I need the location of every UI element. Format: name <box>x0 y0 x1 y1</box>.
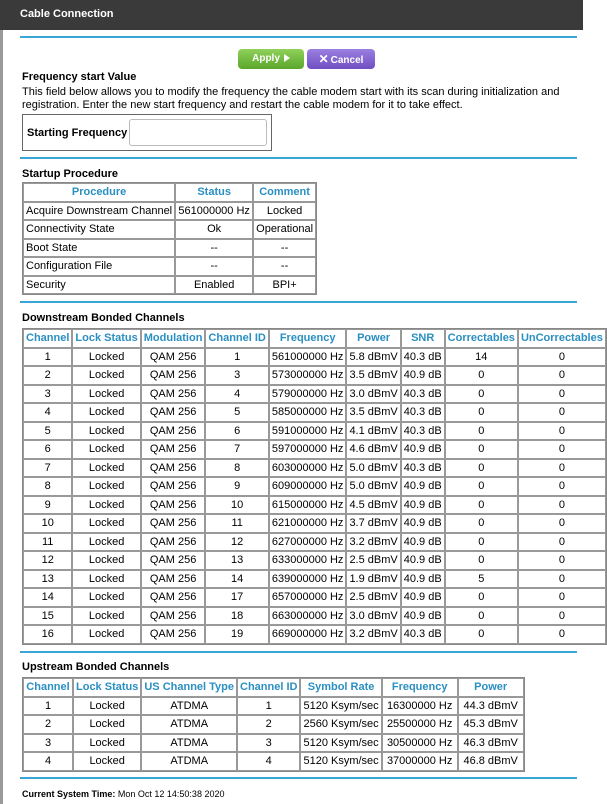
table-cell: Locked <box>72 477 140 496</box>
table-cell: 591000000 Hz <box>269 422 347 441</box>
table-cell: Boot State <box>23 239 175 258</box>
table-cell: 3.7 dBmV <box>346 514 400 533</box>
column-header: SNR <box>401 329 445 348</box>
column-header: Symbol Rate <box>300 678 381 697</box>
table-cell: 18 <box>205 607 268 626</box>
table-cell: 669000000 Hz <box>269 625 347 644</box>
table-cell: 40.9 dB <box>401 514 445 533</box>
table-row <box>23 496 606 515</box>
table-cell: QAM 256 <box>141 607 206 626</box>
table-cell: 609000000 Hz <box>269 477 347 496</box>
table-cell: Connectivity State <box>23 220 175 239</box>
table-cell: 40.3 dB <box>401 348 445 367</box>
table-cell: QAM 256 <box>141 533 206 552</box>
table-cell: 0 <box>518 440 606 459</box>
system-time-label: Current System Time: <box>22 789 116 799</box>
table-cell: 9 <box>23 496 72 515</box>
table-cell: 0 <box>518 366 606 385</box>
table-row <box>23 440 606 459</box>
table-row <box>23 570 606 589</box>
startup-table <box>22 182 317 295</box>
table-cell: ATDMA <box>141 734 237 753</box>
table-cell: QAM 256 <box>141 366 206 385</box>
table-row <box>23 607 606 626</box>
table-cell: 9 <box>205 477 268 496</box>
starting-frequency-input[interactable] <box>129 119 267 146</box>
table-cell: 40.9 dB <box>401 607 445 626</box>
divider <box>20 651 577 653</box>
table-cell: 11 <box>23 533 72 552</box>
table-cell: 627000000 Hz <box>269 533 347 552</box>
table-row <box>23 697 524 716</box>
column-header: Channel <box>23 329 72 348</box>
starting-frequency-label: Starting Frequency <box>27 127 128 139</box>
column-header: Procedure <box>23 183 175 202</box>
table-cell: 40.3 dB <box>401 385 445 404</box>
table-cell: QAM 256 <box>141 385 206 404</box>
table-cell: 6 <box>23 440 72 459</box>
table-cell: Locked <box>72 422 140 441</box>
startup-heading: Startup Procedure <box>22 168 118 180</box>
table-cell: QAM 256 <box>141 496 206 515</box>
table-cell: 14 <box>205 570 268 589</box>
table-cell: 8 <box>205 459 268 478</box>
table-cell: 3 <box>23 734 73 753</box>
table-cell: Locked <box>72 385 140 404</box>
table-cell: 3.0 dBmV <box>346 607 400 626</box>
table-row <box>23 533 606 552</box>
table-cell: 0 <box>518 570 606 589</box>
table-cell: 4.6 dBmV <box>346 440 400 459</box>
table-cell: 4 <box>23 403 72 422</box>
apply-button[interactable] <box>238 49 304 69</box>
table-cell: 40.3 dB <box>401 459 445 478</box>
table-cell: 7 <box>23 459 72 478</box>
table-cell: Locked <box>253 202 316 221</box>
table-cell: 5.0 dBmV <box>346 459 400 478</box>
table-cell: Locked <box>72 514 140 533</box>
table-cell: 3.2 dBmV <box>346 533 400 552</box>
table-cell: Locked <box>72 403 140 422</box>
table-cell: 17 <box>205 588 268 607</box>
table-cell: Locked <box>73 697 141 716</box>
table-cell: 0 <box>518 551 606 570</box>
table-cell: 573000000 Hz <box>269 366 347 385</box>
table-cell: 0 <box>518 385 606 404</box>
header-row <box>23 183 316 202</box>
table-cell: 40.9 dB <box>401 477 445 496</box>
table-cell: 4.1 dBmV <box>346 422 400 441</box>
table-cell: 0 <box>445 440 518 459</box>
column-header: US Channel Type <box>141 678 237 697</box>
table-cell: 40.9 dB <box>401 496 445 515</box>
table-cell: 12 <box>23 551 72 570</box>
table-cell: 663000000 Hz <box>269 607 347 626</box>
column-header: Status <box>175 183 253 202</box>
table-cell: 40.9 dB <box>401 440 445 459</box>
table-cell: -- <box>253 257 316 276</box>
table-cell: 0 <box>445 588 518 607</box>
column-header: Modulation <box>141 329 206 348</box>
table-cell: Locked <box>72 607 140 626</box>
divider <box>20 777 577 779</box>
table-cell: 0 <box>518 477 606 496</box>
table-cell: 8 <box>23 477 72 496</box>
table-cell: 0 <box>518 422 606 441</box>
table-row <box>23 403 606 422</box>
table-row <box>23 385 606 404</box>
table-cell: 40.9 dB <box>401 588 445 607</box>
close-icon: ✕ <box>318 52 329 66</box>
table-cell: 1.9 dBmV <box>346 570 400 589</box>
table-cell: ATDMA <box>141 697 237 716</box>
table-cell: Locked <box>72 533 140 552</box>
table-cell: 5.0 dBmV <box>346 477 400 496</box>
table-cell: Locked <box>72 366 140 385</box>
table-cell: 5120 Ksym/sec <box>300 697 381 716</box>
table-cell: -- <box>175 257 253 276</box>
table-cell: 4 <box>23 752 73 771</box>
table-cell: 579000000 Hz <box>269 385 347 404</box>
column-header: Channel <box>23 678 73 697</box>
table-row <box>23 752 524 771</box>
table-row <box>23 239 316 258</box>
table-cell: Enabled <box>175 276 253 295</box>
table-cell: Locked <box>72 440 140 459</box>
table-cell: ATDMA <box>141 715 237 734</box>
table-cell: 0 <box>518 348 606 367</box>
table-cell: 1 <box>23 348 72 367</box>
table-cell: 1 <box>237 697 300 716</box>
table-cell: 0 <box>445 385 518 404</box>
system-time-value: Mon Oct 12 14:50:38 2020 <box>117 789 225 799</box>
cancel-label: Cancel <box>330 55 364 66</box>
downstream-table <box>22 328 607 645</box>
table-row <box>23 202 316 221</box>
table-cell: 45.3 dBmV <box>458 715 524 734</box>
table-cell: 16 <box>23 625 72 644</box>
table-cell: 2 <box>237 715 300 734</box>
table-cell: 2.5 dBmV <box>346 588 400 607</box>
table-cell: 3.5 dBmV <box>346 403 400 422</box>
table-cell: QAM 256 <box>141 422 206 441</box>
table-cell: QAM 256 <box>141 625 206 644</box>
table-cell: 5.8 dBmV <box>346 348 400 367</box>
table-cell: 0 <box>518 403 606 422</box>
table-cell: QAM 256 <box>141 551 206 570</box>
table-cell: 5 <box>23 422 72 441</box>
table-cell: 0 <box>445 477 518 496</box>
table-cell: Locked <box>72 348 140 367</box>
table-cell: 603000000 Hz <box>269 459 347 478</box>
table-cell: 3 <box>205 366 268 385</box>
table-cell: 0 <box>518 459 606 478</box>
table-cell: Ok <box>175 220 253 239</box>
table-cell: Locked <box>72 625 140 644</box>
table-cell: 0 <box>518 496 606 515</box>
downstream-heading: Downstream Bonded Channels <box>22 312 185 324</box>
table-cell: 0 <box>445 551 518 570</box>
table-cell: Locked <box>73 734 141 753</box>
column-header: Channel ID <box>237 678 300 697</box>
table-row <box>23 588 606 607</box>
table-cell: QAM 256 <box>141 514 206 533</box>
table-cell: 2 <box>23 715 73 734</box>
table-cell: BPI+ <box>253 276 316 295</box>
table-cell: 25500000 Hz <box>382 715 458 734</box>
table-cell: 44.3 dBmV <box>458 697 524 716</box>
table-cell: Configuration File <box>23 257 175 276</box>
table-cell: 10 <box>23 514 72 533</box>
table-cell: 639000000 Hz <box>269 570 347 589</box>
table-cell: 40.9 dB <box>401 366 445 385</box>
table-row <box>23 459 606 478</box>
freq-heading: Frequency start Value <box>22 71 137 83</box>
table-cell: 30500000 Hz <box>382 734 458 753</box>
table-cell: 14 <box>23 588 72 607</box>
table-cell: 4.5 dBmV <box>346 496 400 515</box>
table-cell: 0 <box>445 496 518 515</box>
table-cell: 0 <box>518 514 606 533</box>
table-cell: -- <box>253 239 316 258</box>
window-title: Cable Connection <box>20 8 114 20</box>
table-cell: Locked <box>73 752 141 771</box>
table-cell: 5120 Ksym/sec <box>300 752 381 771</box>
table-cell: Acquire Downstream Channel <box>23 202 175 221</box>
table-cell: 1 <box>205 348 268 367</box>
table-cell: 13 <box>23 570 72 589</box>
table-cell: 0 <box>445 625 518 644</box>
table-cell: Operational <box>253 220 316 239</box>
table-cell: 621000000 Hz <box>269 514 347 533</box>
table-cell: ATDMA <box>141 752 237 771</box>
table-cell: 4 <box>237 752 300 771</box>
column-header: Lock Status <box>72 329 140 348</box>
divider <box>20 36 577 38</box>
table-cell: 40.9 dB <box>401 570 445 589</box>
table-cell: 40.9 dB <box>401 533 445 552</box>
table-cell: 16300000 Hz <box>382 697 458 716</box>
table-cell: 40.9 dB <box>401 551 445 570</box>
column-header: Frequency <box>269 329 347 348</box>
cancel-button[interactable] <box>307 49 375 69</box>
table-cell: 13 <box>205 551 268 570</box>
table-row <box>23 348 606 367</box>
table-cell: Locked <box>72 570 140 589</box>
system-time <box>22 789 224 799</box>
table-cell: 0 <box>445 607 518 626</box>
table-cell: 3 <box>237 734 300 753</box>
table-cell: 11 <box>205 514 268 533</box>
table-cell: 561000000 Hz <box>175 202 253 221</box>
table-row <box>23 477 606 496</box>
table-row <box>23 366 606 385</box>
table-cell: 1 <box>23 697 73 716</box>
table-row <box>23 734 524 753</box>
table-cell: 3 <box>23 385 72 404</box>
table-cell: 4 <box>205 385 268 404</box>
table-cell: -- <box>175 239 253 258</box>
table-cell: 0 <box>518 607 606 626</box>
table-row <box>23 276 316 295</box>
table-cell: QAM 256 <box>141 588 206 607</box>
table-cell: Locked <box>73 715 141 734</box>
table-cell: 14 <box>445 348 518 367</box>
table-cell: QAM 256 <box>141 570 206 589</box>
title-bar <box>0 0 583 30</box>
table-cell: 5 <box>205 403 268 422</box>
table-cell: Locked <box>72 588 140 607</box>
divider <box>20 157 577 159</box>
header-row <box>23 678 524 697</box>
table-row <box>23 257 316 276</box>
table-cell: 0 <box>445 533 518 552</box>
table-row <box>23 625 606 644</box>
table-cell: 561000000 Hz <box>269 348 347 367</box>
table-row <box>23 220 316 239</box>
table-cell: 2 <box>23 366 72 385</box>
freq-description: This field below allows you to modify the frequency the cable modem start with its scan during initialization and registration. Enter the new start frequency and restart the cable modem for it to take effect. <box>22 86 560 111</box>
column-header: Comment <box>253 183 316 202</box>
header-row <box>23 329 606 348</box>
table-cell: 633000000 Hz <box>269 551 347 570</box>
table-cell: 3.0 dBmV <box>346 385 400 404</box>
table-cell: 19 <box>205 625 268 644</box>
table-cell: 40.3 dB <box>401 403 445 422</box>
arrow-right-icon <box>284 54 290 62</box>
table-cell: 7 <box>205 440 268 459</box>
table-cell: 10 <box>205 496 268 515</box>
column-header: UnCorrectables <box>518 329 606 348</box>
table-row <box>23 551 606 570</box>
table-cell: QAM 256 <box>141 440 206 459</box>
table-cell: Locked <box>72 459 140 478</box>
table-cell: 46.3 dBmV <box>458 734 524 753</box>
column-header: Correctables <box>445 329 518 348</box>
table-cell: 585000000 Hz <box>269 403 347 422</box>
table-cell: 2560 Ksym/sec <box>300 715 381 734</box>
divider <box>20 301 577 303</box>
table-cell: 5 <box>445 570 518 589</box>
table-cell: 0 <box>445 459 518 478</box>
table-cell: 0 <box>518 588 606 607</box>
table-cell: 0 <box>445 422 518 441</box>
table-cell: 3.5 dBmV <box>346 366 400 385</box>
column-header: Lock Status <box>73 678 141 697</box>
table-cell: 40.3 dB <box>401 422 445 441</box>
table-cell: QAM 256 <box>141 477 206 496</box>
table-cell: QAM 256 <box>141 459 206 478</box>
table-cell: QAM 256 <box>141 403 206 422</box>
table-cell: 0 <box>445 514 518 533</box>
table-row <box>23 715 524 734</box>
table-cell: 37000000 Hz <box>382 752 458 771</box>
apply-label: Apply <box>252 53 280 64</box>
table-row <box>23 422 606 441</box>
table-cell: 6 <box>205 422 268 441</box>
column-header: Power <box>458 678 524 697</box>
upstream-table <box>22 677 525 772</box>
table-row <box>23 514 606 533</box>
column-header: Channel ID <box>205 329 268 348</box>
table-cell: 5120 Ksym/sec <box>300 734 381 753</box>
table-cell: 0 <box>518 533 606 552</box>
table-cell: 40.3 dB <box>401 625 445 644</box>
table-cell: 0 <box>445 366 518 385</box>
table-cell: 0 <box>518 625 606 644</box>
table-cell: Locked <box>72 551 140 570</box>
starting-frequency-box <box>22 114 272 151</box>
table-cell: 46.8 dBmV <box>458 752 524 771</box>
column-header: Frequency <box>382 678 458 697</box>
table-cell: 0 <box>445 403 518 422</box>
table-cell: 597000000 Hz <box>269 440 347 459</box>
table-cell: 615000000 Hz <box>269 496 347 515</box>
table-cell: 12 <box>205 533 268 552</box>
table-cell: 657000000 Hz <box>269 588 347 607</box>
table-cell: 15 <box>23 607 72 626</box>
upstream-heading: Upstream Bonded Channels <box>22 661 170 673</box>
table-cell: 3.2 dBmV <box>346 625 400 644</box>
table-cell: QAM 256 <box>141 348 206 367</box>
table-cell: Locked <box>72 496 140 515</box>
column-header: Power <box>346 329 400 348</box>
table-cell: Security <box>23 276 175 295</box>
table-cell: 2.5 dBmV <box>346 551 400 570</box>
